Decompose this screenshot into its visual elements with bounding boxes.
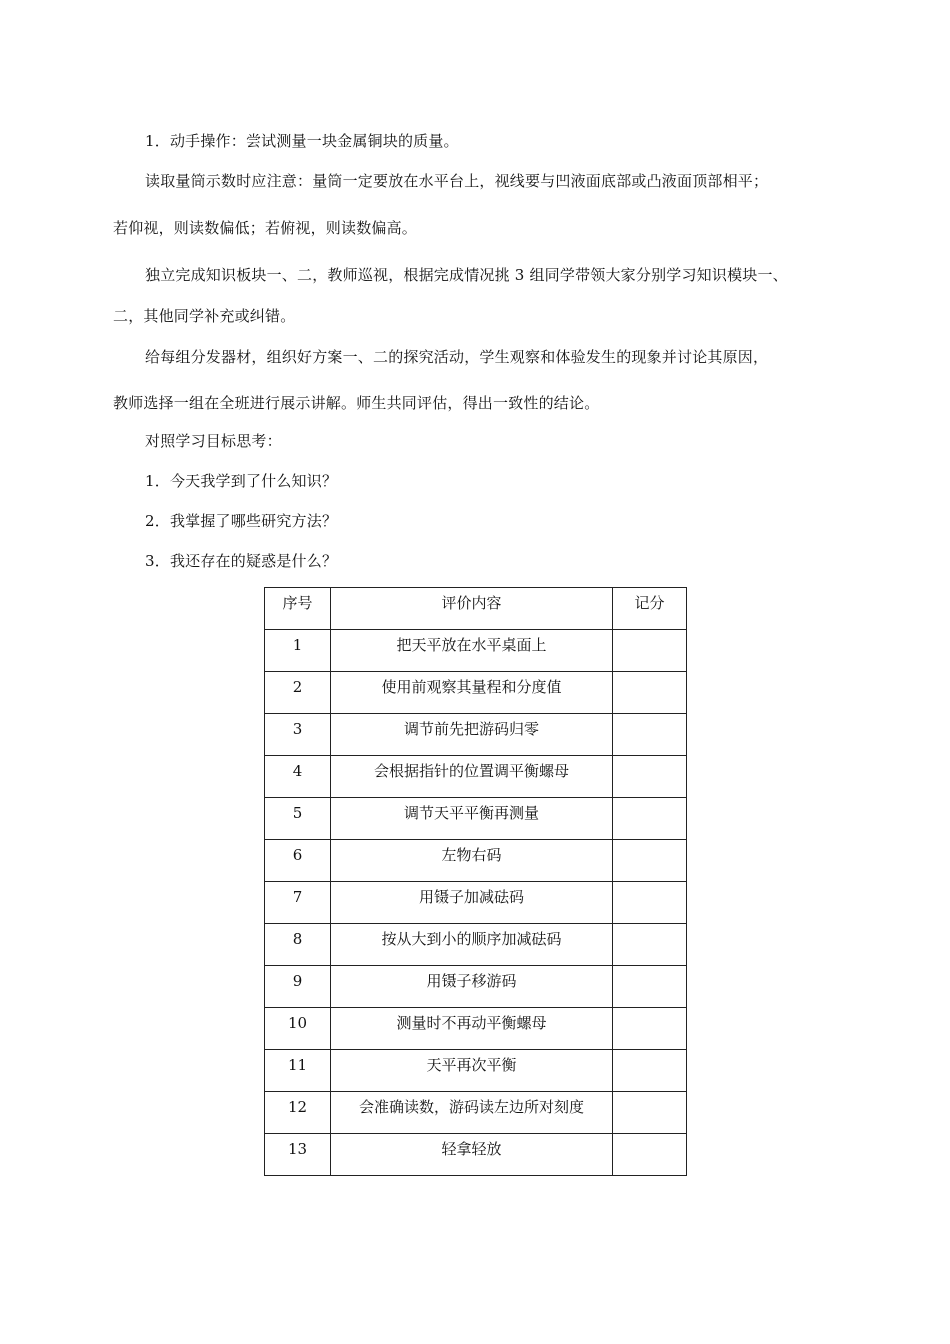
row-number: 7 bbox=[265, 882, 331, 924]
reflection-question-1: 1．今天我学到了什么知识？ bbox=[145, 472, 338, 490]
row-content: 调节天平平衡再测量 bbox=[331, 798, 613, 840]
table-row bbox=[265, 840, 687, 882]
header-number: 序号 bbox=[265, 588, 331, 630]
row-content: 天平再次平衡 bbox=[331, 1050, 613, 1092]
paragraph-hands-on: 1．动手操作：尝试测量一块金属铜块的质量。 bbox=[145, 132, 459, 150]
reflection-question-2: 2．我掌握了哪些研究方法？ bbox=[145, 512, 338, 530]
row-content: 把天平放在水平桌面上 bbox=[331, 630, 613, 672]
table-row bbox=[265, 966, 687, 1008]
row-score bbox=[613, 840, 687, 882]
paragraph-reading-note-line2: 若仰视，则读数偏低；若俯视，则读数偏高。 bbox=[113, 219, 418, 237]
table-row bbox=[265, 756, 687, 798]
row-number: 1 bbox=[265, 630, 331, 672]
row-number: 2 bbox=[265, 672, 331, 714]
row-number: 10 bbox=[265, 1008, 331, 1050]
row-score bbox=[613, 1134, 687, 1176]
row-score bbox=[613, 630, 687, 672]
table-row bbox=[265, 714, 687, 756]
paragraph-activity-line1: 给每组分发器材，组织好方案一、二的探究活动，学生观察和体验发生的现象并讨论其原因， bbox=[145, 348, 769, 366]
row-number: 11 bbox=[265, 1050, 331, 1092]
row-content: 用镊子移游码 bbox=[331, 966, 613, 1008]
row-content: 测量时不再动平衡螺母 bbox=[331, 1008, 613, 1050]
row-content: 按从大到小的顺序加减砝码 bbox=[331, 924, 613, 966]
table-row bbox=[265, 1050, 687, 1092]
row-number: 5 bbox=[265, 798, 331, 840]
row-content: 会准确读数，游码读左边所对刻度 bbox=[331, 1092, 613, 1134]
row-content: 会根据指针的位置调平衡螺母 bbox=[331, 756, 613, 798]
row-number: 13 bbox=[265, 1134, 331, 1176]
paragraph-knowledge-line1: 独立完成知识板块一、二，教师巡视，根据完成情况挑 3 组同学带领大家分别学习知识模块一、 bbox=[145, 266, 788, 284]
header-score: 记分 bbox=[613, 588, 687, 630]
row-score bbox=[613, 966, 687, 1008]
row-number: 3 bbox=[265, 714, 331, 756]
row-content: 左物右码 bbox=[331, 840, 613, 882]
table-row bbox=[265, 882, 687, 924]
table-row bbox=[265, 672, 687, 714]
row-score bbox=[613, 1008, 687, 1050]
table-row bbox=[265, 798, 687, 840]
row-content: 轻拿轻放 bbox=[331, 1134, 613, 1176]
paragraph-reflection-intro: 对照学习目标思考： bbox=[145, 432, 282, 450]
table-row bbox=[265, 1008, 687, 1050]
table-row bbox=[265, 1134, 687, 1176]
row-score bbox=[613, 756, 687, 798]
paragraph-knowledge-line2: 二，其他同学补充或纠错。 bbox=[113, 307, 296, 325]
row-number: 12 bbox=[265, 1092, 331, 1134]
row-score bbox=[613, 798, 687, 840]
row-score bbox=[613, 672, 687, 714]
header-content: 评价内容 bbox=[331, 588, 613, 630]
paragraph-reading-note-line1: 读取量筒示数时应注意：量筒一定要放在水平台上，视线要与凹液面底部或凸液面顶部相平； bbox=[145, 172, 769, 190]
row-score bbox=[613, 924, 687, 966]
table-row bbox=[265, 924, 687, 966]
table-header-row bbox=[265, 588, 687, 630]
row-score bbox=[613, 882, 687, 924]
row-number: 8 bbox=[265, 924, 331, 966]
row-score bbox=[613, 714, 687, 756]
row-number: 4 bbox=[265, 756, 331, 798]
row-number: 9 bbox=[265, 966, 331, 1008]
table-row bbox=[265, 1092, 687, 1134]
row-number: 6 bbox=[265, 840, 331, 882]
evaluation-table bbox=[264, 587, 687, 1176]
row-content: 用镊子加减砝码 bbox=[331, 882, 613, 924]
row-content: 使用前观察其量程和分度值 bbox=[331, 672, 613, 714]
row-score bbox=[613, 1092, 687, 1134]
paragraph-activity-line2: 教师选择一组在全班进行展示讲解。师生共同评估，得出一致性的结论。 bbox=[113, 394, 600, 412]
reflection-question-3: 3．我还存在的疑惑是什么？ bbox=[145, 552, 338, 570]
table-row bbox=[265, 630, 687, 672]
row-score bbox=[613, 1050, 687, 1092]
row-content: 调节前先把游码归零 bbox=[331, 714, 613, 756]
